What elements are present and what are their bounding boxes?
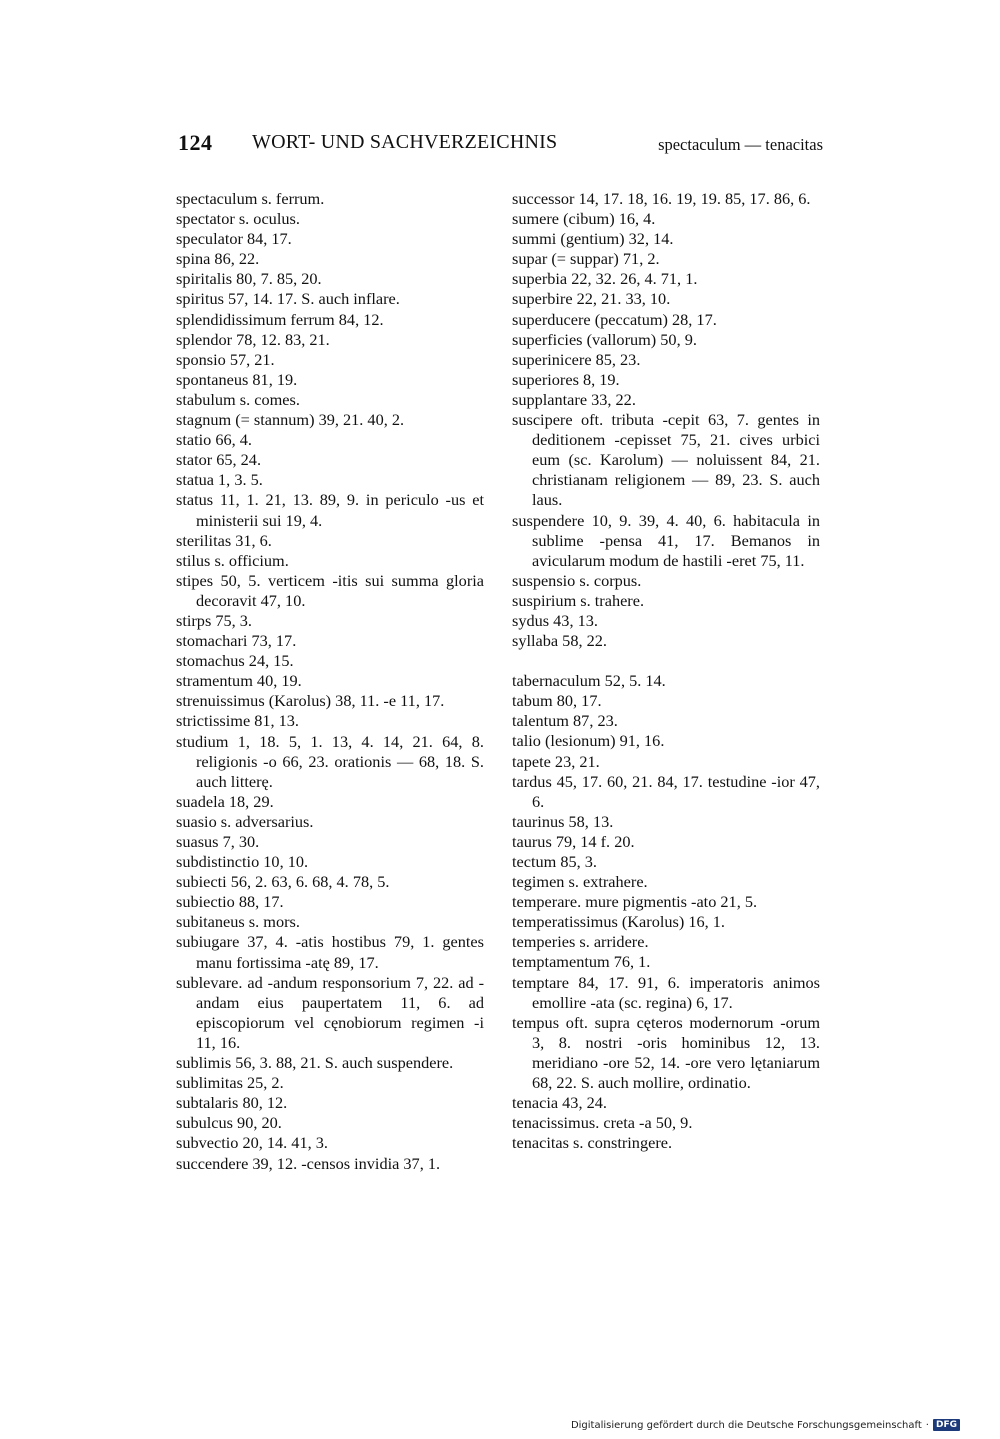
index-entry: sublevare. ad -andum responsorium 7, 22. ad -andam eius paupertatem 11, 6. ad episcopiorum vel cęnobiorum regimen -i 11, 16. (176, 972, 484, 1052)
index-entry: supar (= suppar) 71, 2. (512, 249, 660, 269)
index-entry: talentum 87, 23. (512, 711, 618, 731)
index-entry: tardus 45, 17. 60, 21. 84, 17. testudine -ior 47, 6. (512, 771, 820, 811)
index-entry: statio 66, 4. (176, 430, 252, 450)
index-entry: subiecti 56, 2. 63, 6. 68, 4. 78, 5. (176, 872, 390, 892)
index-entry: subitaneus s. mors. (176, 912, 300, 932)
right-column (512, 189, 820, 1153)
index-entry: sponsio 57, 21. (176, 349, 275, 369)
index-entry: supplantare 33, 22. (512, 389, 636, 409)
index-entry: stramentum 40, 19. (176, 671, 302, 691)
index-entry: spiritalis 80, 7. 85, 20. (176, 269, 322, 289)
index-entry: temptamentum 76, 1. (512, 952, 651, 972)
index-entry: superiores 8, 19. (512, 369, 620, 389)
index-entry: superbire 22, 21. 33, 10. (512, 289, 671, 309)
index-entry: temptare 84, 17. 91, 6. imperatoris animos emollire -ata (sc. regina) 6, 17. (512, 972, 820, 1012)
section-gap (512, 651, 820, 671)
index-entry: spiritus 57, 14. 17. S. auch inflare. (176, 289, 400, 309)
index-entry: sublimitas 25, 2. (176, 1073, 284, 1093)
index-entry: stomachus 24, 15. (176, 651, 294, 671)
index-entry: subiugare 37, 4. -atis hostibus 79, 1. gentes manu fortissima -atę 89, 17. (176, 932, 484, 972)
index-entry: syllaba 58, 22. (512, 631, 607, 651)
index-entry: stipes 50, 5. verticem -itis sui summa gloria decoravit 47, 10. (176, 570, 484, 610)
footer-credit: Digitalisierung gefördert durch die Deutsche Forschungsgemeinschaft · DFG (571, 1419, 960, 1431)
footer-credit-text: Digitalisierung gefördert durch die Deutsche Forschungsgemeinschaft (570, 1419, 922, 1431)
index-entry: tapete 23, 21. (512, 751, 600, 771)
index-entry: tectum 85, 3. (512, 852, 598, 871)
page-header (178, 130, 823, 160)
index-entry: succendere 39, 12. -censos invidia 37, 1. (176, 1153, 441, 1173)
index-entry: subiectio 88, 17. (176, 892, 284, 912)
index-entry: spontaneus 81, 19. (176, 369, 298, 389)
index-entry: temperies s. arridere. (512, 932, 649, 952)
index-entry: stomachari 73, 17. (176, 631, 297, 651)
index-entry: suspirium s. trahere. (512, 590, 645, 610)
index-entry: suspendere 10, 9. 39, 4. 40, 6. habitacula in sublime -pensa 41, 17. Bemanos in avicularum modum de hastili -eret 75, 11. (512, 510, 820, 570)
index-entry: successor 14, 17. 18, 16. 19, 19. 85, 17. 86, 6. (512, 189, 811, 208)
entry-range: spectaculum — tenacitas (658, 135, 823, 154)
index-entry: sublimis 56, 3. 88, 21. S. auch suspendere. (176, 1053, 454, 1073)
index-entry: tenacissimus. creta -a 50, 9. (512, 1113, 693, 1133)
page-number: 124 (178, 130, 213, 155)
index-entry: sterilitas 31, 6. (176, 530, 272, 550)
index-entry: tempus oft. supra cęteros modernorum -orum 3, 8. nostri -oris hominibus 12, 13. meridiano -ore 52, 14. -ore vero lętaniarum 68, 22. S. auch mollire, ordinatio. (512, 1012, 820, 1093)
running-title: WORT- UND SACHVERZEICHNIS (252, 131, 558, 153)
index-entry: talio (lesionum) 91, 16. (512, 731, 665, 751)
index-entry: stirps 75, 3. (176, 610, 252, 630)
index-entry: spina 86, 22. (176, 249, 260, 269)
index-entry: subdistinctio 10, 10. (176, 852, 309, 872)
index-entry: suasus 7, 30. (176, 832, 260, 851)
index-entry: superinicere 85, 23. (512, 349, 641, 369)
index-entry: suasio s. adversarius. (176, 811, 314, 831)
index-entry: temperatissimus (Karolus) 16, 1. (512, 912, 725, 932)
index-entry: studium 1, 18. 5, 1. 13, 4. 14, 21. 64, 8. religionis -o 66, 23. orationis — 68, 18. S. auch litterę. (176, 731, 484, 791)
index-entry: status 11, 1. 21, 13. 89, 9. in periculo -us et ministerii sui 19, 4. (176, 490, 484, 530)
index-entry: subtalaris 80, 12. (176, 1093, 288, 1113)
index-entry: stilus s. officium. (176, 550, 289, 570)
index-entry: splendor 78, 12. 83, 21. (176, 329, 330, 349)
index-entry: summi (gentium) 32, 14. (512, 229, 674, 249)
index-entry: sydus 43, 13. (512, 610, 598, 630)
index-entry: strictissime 81, 13. (176, 711, 300, 731)
index-entry: suspensio s. corpus. (512, 570, 642, 590)
index-entry: tenacia 43, 24. (512, 1093, 607, 1113)
index-entry: suadela 18, 29. (176, 791, 274, 811)
index-entry: tenacitas s. constringere. (512, 1133, 673, 1153)
index-entry: taurus 79, 14 f. 20. (512, 831, 635, 851)
index-entry: stagnum (= stannum) 39, 21. 40, 2. (176, 410, 405, 430)
index-entry: superducere (peccatum) 28, 17. (512, 309, 717, 329)
index-entry: stator 65, 24. (176, 450, 262, 470)
index-entry: spectaculum s. ferrum. (176, 189, 325, 208)
index-entry: sumere (cibum) 16, 4. (512, 209, 656, 229)
index-entry: strenuissimus (Karolus) 38, 11. -e 11, 17. (176, 691, 445, 711)
index-entry: speculator 84, 17. (176, 229, 292, 249)
left-column (176, 189, 484, 1174)
index-entry: suscipere oft. tributa -cepit 63, 7. gentes in deditionem -cepisset 75, 21. cives urbici eum (sc. Karolum) — noluissent 84, 21. christianam religionem — 89, 23. S. auch laus. (512, 410, 820, 510)
index-entry: temperare. mure pigmentis -ato 21, 5. (512, 892, 758, 912)
index-entry: superficies (vallorum) 50, 9. (512, 329, 697, 349)
index-entry: taurinus 58, 13. (512, 811, 614, 831)
index-entry: superbia 22, 32. 26, 4. 71, 1. (512, 269, 698, 289)
index-entry: tabum 80, 17. (512, 691, 602, 711)
index-entry: splendidissimum ferrum 84, 12. (176, 309, 384, 329)
index-entry: statua 1, 3. 5. (176, 470, 263, 490)
index-entry: tabernaculum 52, 5. 14. (512, 671, 666, 691)
index-entry: subulcus 90, 20. (176, 1113, 282, 1133)
index-entry: subvectio 20, 14. 41, 3. (176, 1133, 328, 1153)
index-entry: tegimen s. extrahere. (512, 872, 648, 892)
index-entry: spectator s. oculus. (176, 209, 300, 229)
dfg-logo: DFG (933, 1419, 960, 1431)
index-entry: stabulum s. comes. (176, 389, 300, 409)
